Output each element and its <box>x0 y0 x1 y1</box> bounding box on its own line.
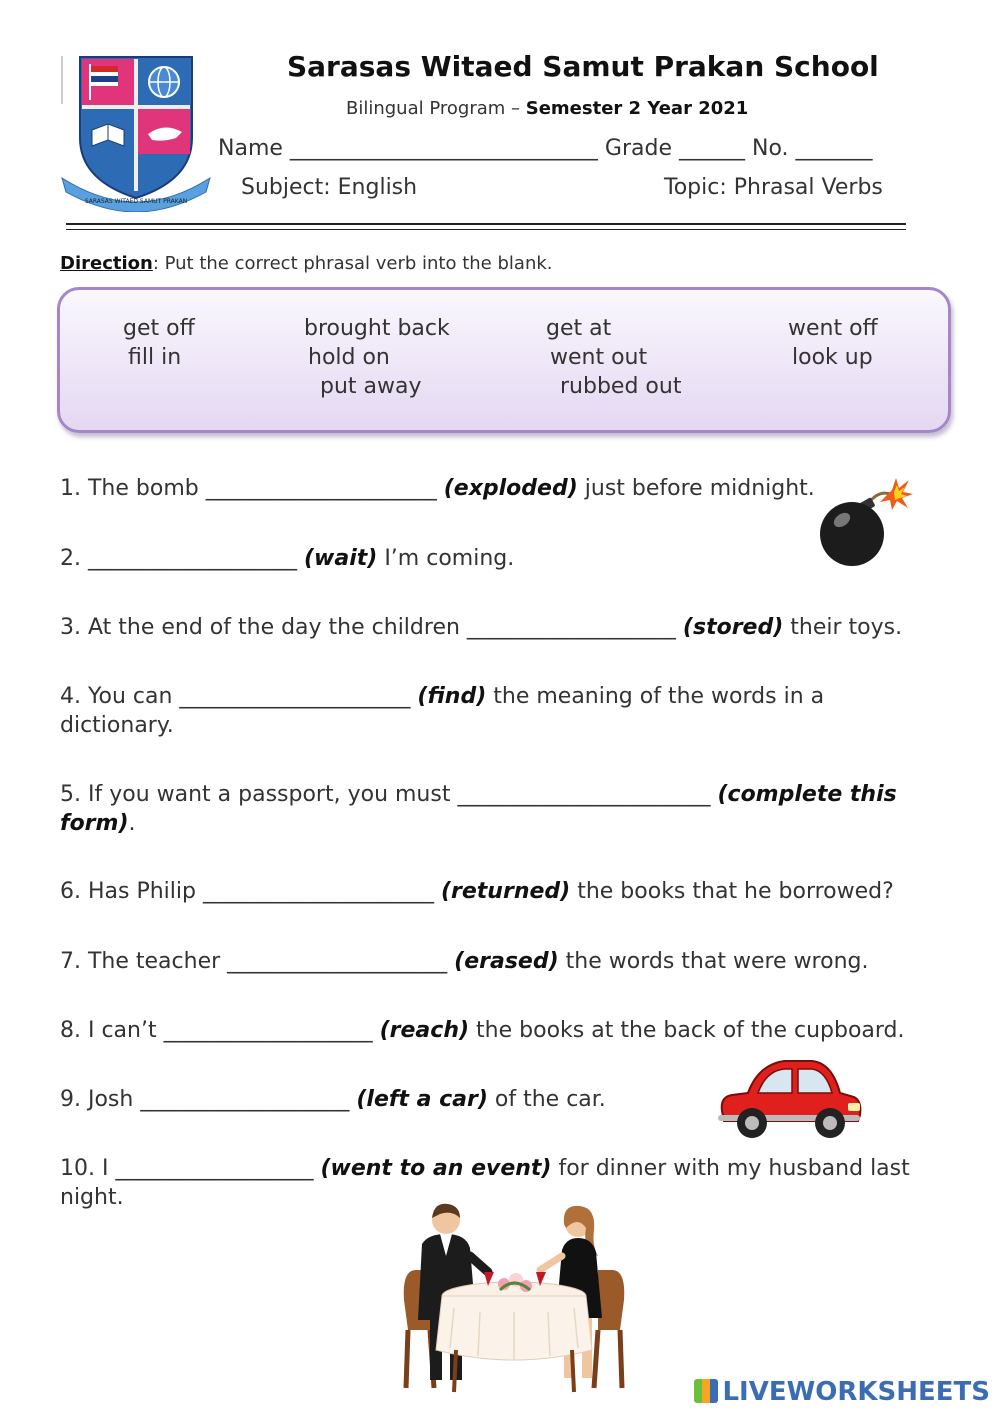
word-bank-item: get off <box>123 316 195 341</box>
program-prefix: Bilingual Program – <box>346 98 521 119</box>
direction-text: : Put the correct phrasal verb into the blank. <box>152 253 553 274</box>
answer-blank[interactable]: ____________________ <box>227 949 448 974</box>
answer-blank[interactable]: ___________________ <box>140 1087 350 1112</box>
question-1: 1. The bomb _____________________ (exploded) just before midnight. <box>60 476 815 501</box>
question-4: 4. You can _____________________ (find) the meaning of the words in a dictionary. <box>60 684 825 738</box>
car-illustration <box>714 1053 864 1141</box>
program-semester: Semester 2 Year 2021 <box>525 98 749 119</box>
answer-blank[interactable]: _______________________ <box>457 782 711 807</box>
no-field[interactable]: _______ <box>795 136 873 161</box>
no-label: No. <box>751 136 789 161</box>
word-bank-item: look up <box>792 345 873 370</box>
question-10: 10. I __________________ (went to an event) for dinner with my husband last night. <box>60 1156 910 1210</box>
answer-blank[interactable]: _____________________ <box>179 684 411 709</box>
hint: (went to an event) <box>320 1156 552 1181</box>
liveworksheets-logo <box>694 1377 990 1407</box>
word-bank-item: hold on <box>308 345 390 370</box>
topic-text: Topic: Phrasal Verbs <box>664 175 883 200</box>
subject-text: Subject: English <box>241 175 418 200</box>
hint: (exploded) <box>443 476 578 501</box>
question-5: 5. If you want a passport, you must _______________________ (complete this form). <box>60 782 897 836</box>
logo-banner-text: SARASAS WITAED SAMUT PRAKAN <box>84 198 188 205</box>
brand-icon <box>694 1379 718 1403</box>
answer-blank[interactable]: _____________________ <box>202 879 434 904</box>
answer-blank[interactable]: __________________ <box>115 1156 314 1181</box>
hint: (returned) <box>440 879 571 904</box>
word-bank-item: went out <box>550 345 648 370</box>
name-field[interactable]: ____________________________ <box>289 136 598 161</box>
answer-blank[interactable]: ___________________ <box>87 546 297 571</box>
word-bank-item: fill in <box>128 345 182 370</box>
question-3: 3. At the end of the day the children ___________________ (stored) their toys. <box>60 615 903 640</box>
hint: (reach) <box>379 1018 470 1043</box>
word-bank-item: went off <box>788 316 878 341</box>
word-bank-item: rubbed out <box>560 374 682 399</box>
answer-blank[interactable]: ___________________ <box>163 1018 373 1043</box>
program-line <box>346 98 748 119</box>
name-label: Name <box>218 136 283 161</box>
answer-blank[interactable]: ___________________ <box>466 615 676 640</box>
name-row <box>218 136 873 161</box>
header-divider <box>66 223 906 225</box>
direction-label: Direction <box>60 253 153 274</box>
brand-text: LIVEWORKSHEETS <box>722 1377 990 1407</box>
bomb-illustration <box>812 472 914 568</box>
hint: (stored) <box>682 615 784 640</box>
direction <box>60 253 553 274</box>
question-2: 2. ___________________ (wait) I’m coming. <box>60 546 515 571</box>
question-9: 9. Josh ___________________ (left a car) of the car. <box>60 1087 606 1112</box>
word-bank-item: get at <box>546 316 612 341</box>
header-divider-thin <box>66 229 906 230</box>
dinner-couple-illustration <box>396 1200 632 1396</box>
school-name: Sarasas Witaed Samut Prakan School <box>287 50 879 83</box>
hint: (erased) <box>454 949 559 974</box>
school-logo <box>60 52 212 212</box>
word-bank-item: put away <box>320 374 422 399</box>
hint: (left a car) <box>356 1087 488 1112</box>
answer-blank[interactable]: _____________________ <box>205 476 437 501</box>
word-bank-item: brought back <box>304 316 450 341</box>
question-7: 7. The teacher ____________________ (erased) the words that were wrong. <box>60 949 869 974</box>
grade-field[interactable]: ______ <box>678 136 745 161</box>
hint: (find) <box>417 684 487 709</box>
hint: (complete this form) <box>60 782 897 836</box>
question-6: 6. Has Philip _____________________ (returned) the books that he borrowed? <box>60 879 894 904</box>
grade-label: Grade <box>604 136 672 161</box>
hint: (wait) <box>303 546 378 571</box>
question-8: 8. I can’t ___________________ (reach) the books at the back of the cupboard. <box>60 1018 905 1043</box>
